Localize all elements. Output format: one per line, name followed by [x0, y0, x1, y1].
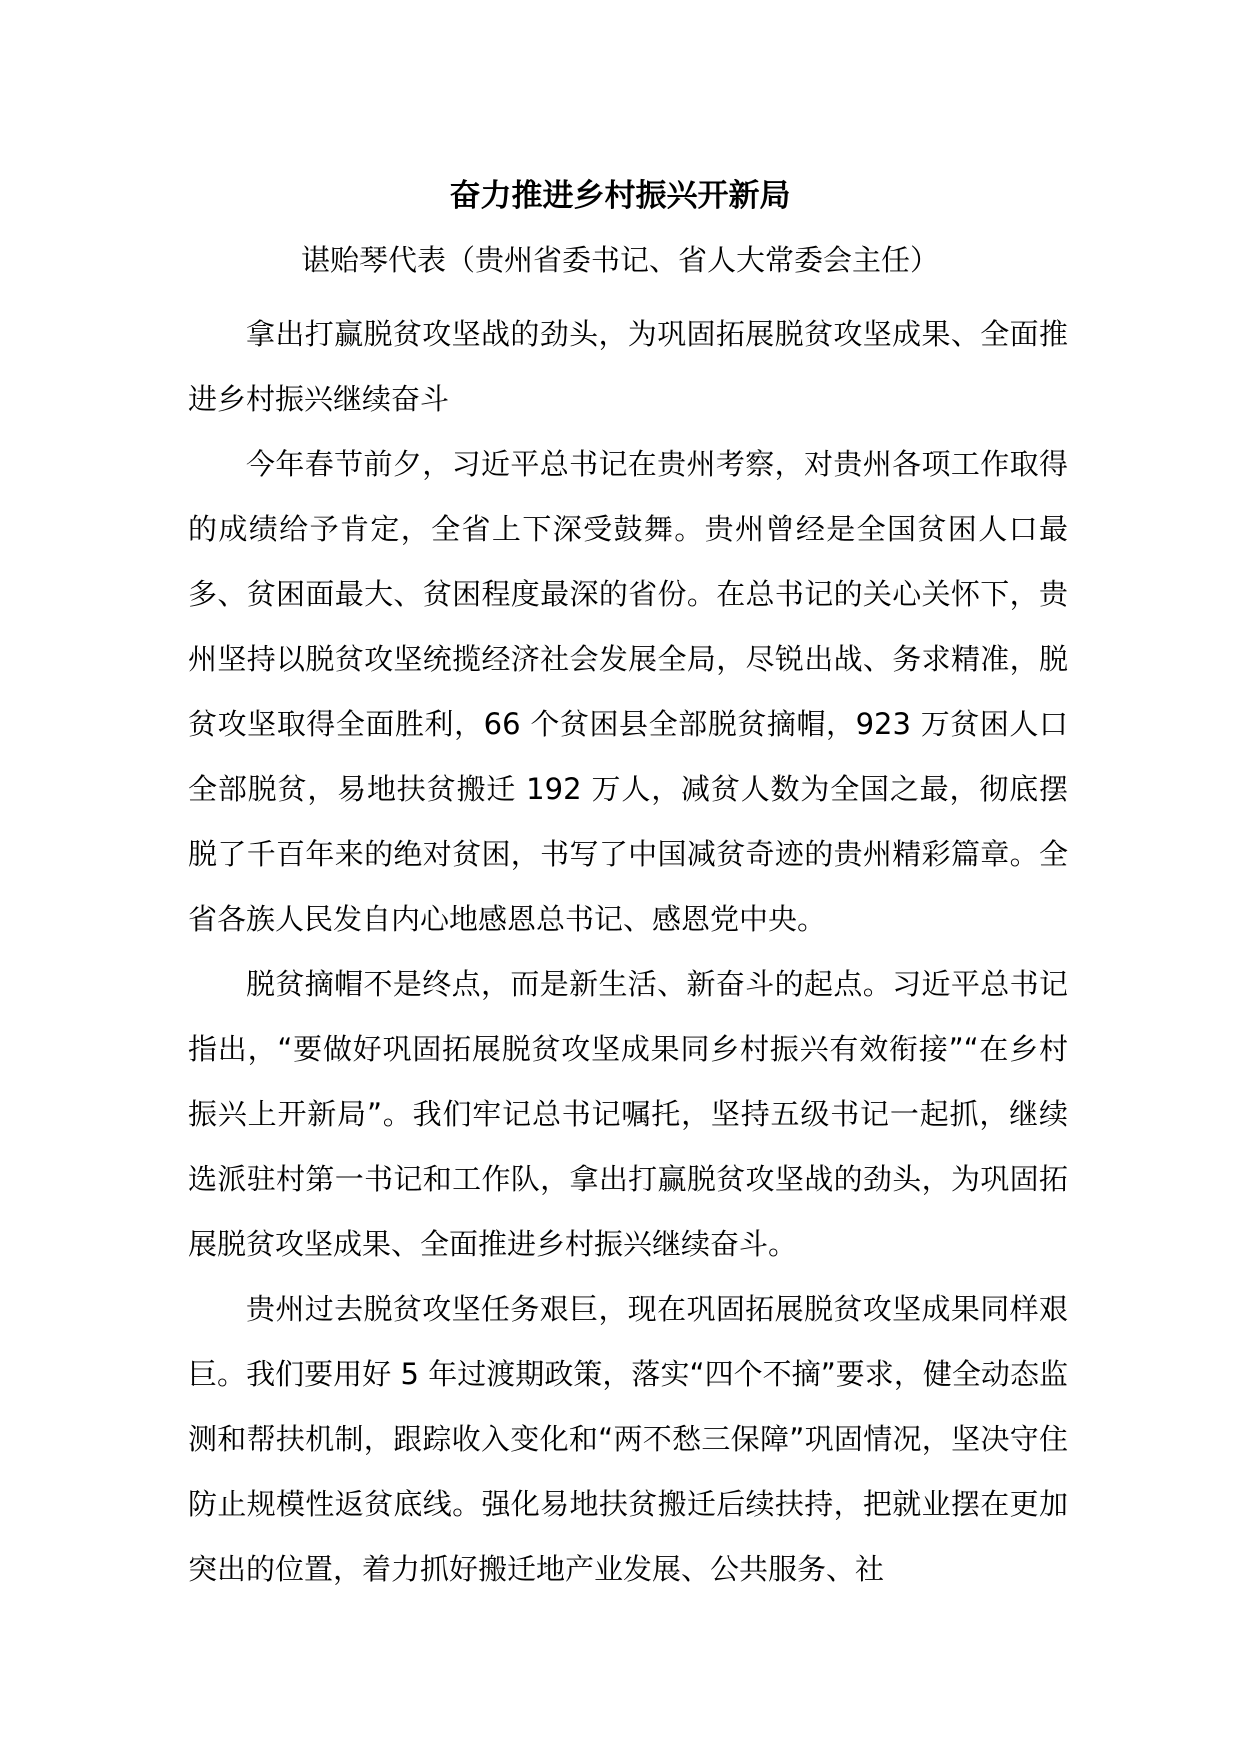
document-title: 奋力推进乡村振兴开新局	[449, 178, 791, 214]
paragraph: 拿出打赢脱贫攻坚战的劲头，为巩固拓展脱贫攻坚成果、全面推进乡村振兴继续奋斗	[188, 317, 1068, 416]
document-byline: 谌贻琴代表（贵州省委书记、省人大常委会主任）	[300, 243, 939, 277]
paragraph: 贵州过去脱贫攻坚任务艰巨，现在巩固拓展脱贫攻坚成果同样艰巨。我们要用好 5 年过渡期政策，落实“四个不摘”要求，健全动态监测和帮扶机制，跟踪收入变化和“两不愁三保障”巩固情况，坚决守住防止规模性返贫底线。强化易地扶贫搬迁后续扶持，把就业摆在更加突出的位置，着力抓好搬迁地产业发展、公共服务、社	[188, 1292, 1068, 1586]
document-body	[188, 302, 1068, 1602]
paragraph: 脱贫摘帽不是终点，而是新生活、新奋斗的起点。习近平总书记指出，“要做好巩固拓展脱贫攻坚成果同乡村振兴有效衔接”“在乡村振兴上开新局”。我们牢记总书记嘱托，坚持五级书记一起抓，继续选派驻村第一书记和工作队，拿出打赢脱贫攻坚战的劲头，为巩固拓展脱贫攻坚成果、全面推进乡村振兴继续奋斗。	[188, 967, 1068, 1261]
paragraph: 今年春节前夕，习近平总书记在贵州考察，对贵州各项工作取得的成绩给予肯定，全省上下深受鼓舞。贵州曾经是全国贫困人口最多、贫困面最大、贫困程度最深的省份。在总书记的关心关怀下，贵州坚持以脱贫攻坚统揽经济社会发展全局，尽锐出战、务求精准，脱贫攻坚取得全面胜利，66 个贫困县全部脱贫摘帽，923 万贫困人口全部脱贫，易地扶贫搬迁 192 万人，减贫人数为全国之最，彻底摆脱了千百年来的绝对贫困，书写了中国减贫奇迹的贵州精彩篇章。全省各族人民发自内心地感恩总书记、感恩党中央。	[188, 447, 1068, 936]
